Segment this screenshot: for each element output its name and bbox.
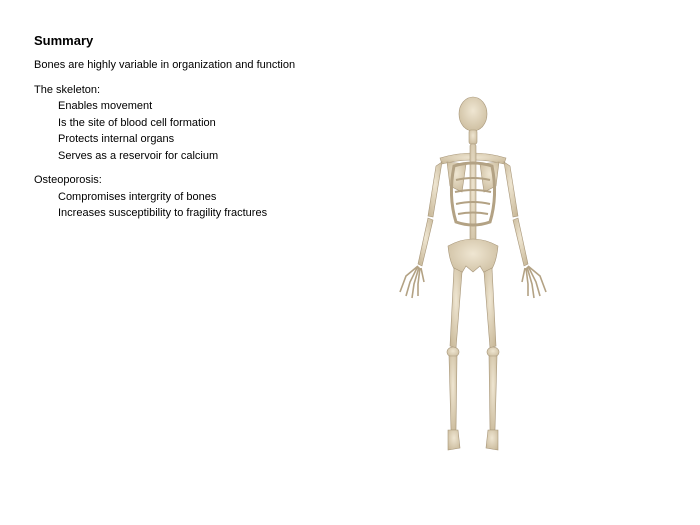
slide-title: Summary xyxy=(34,33,94,48)
osteoporosis-list xyxy=(34,189,374,222)
list-item: Compromises intergrity of bones xyxy=(58,190,217,203)
osteoporosis-heading: Osteoporosis: xyxy=(34,174,102,186)
list-item: Increases susceptibility to fragility fractures xyxy=(58,207,268,219)
list-item: Protects internal organs xyxy=(58,133,175,145)
intro-text: Bones are highly variable in organization and function xyxy=(34,59,296,71)
skeleton-list xyxy=(34,98,374,164)
skeleton-heading: The skeleton: xyxy=(34,83,101,96)
summary-text xyxy=(34,57,374,230)
list-item: Serves as a reservoir for calcium xyxy=(58,149,219,162)
skeleton-illustration xyxy=(392,96,554,458)
skeleton-figure xyxy=(392,96,554,458)
list-item: Is the site of blood cell formation xyxy=(58,116,216,129)
list-item: Enables movement xyxy=(58,100,153,112)
